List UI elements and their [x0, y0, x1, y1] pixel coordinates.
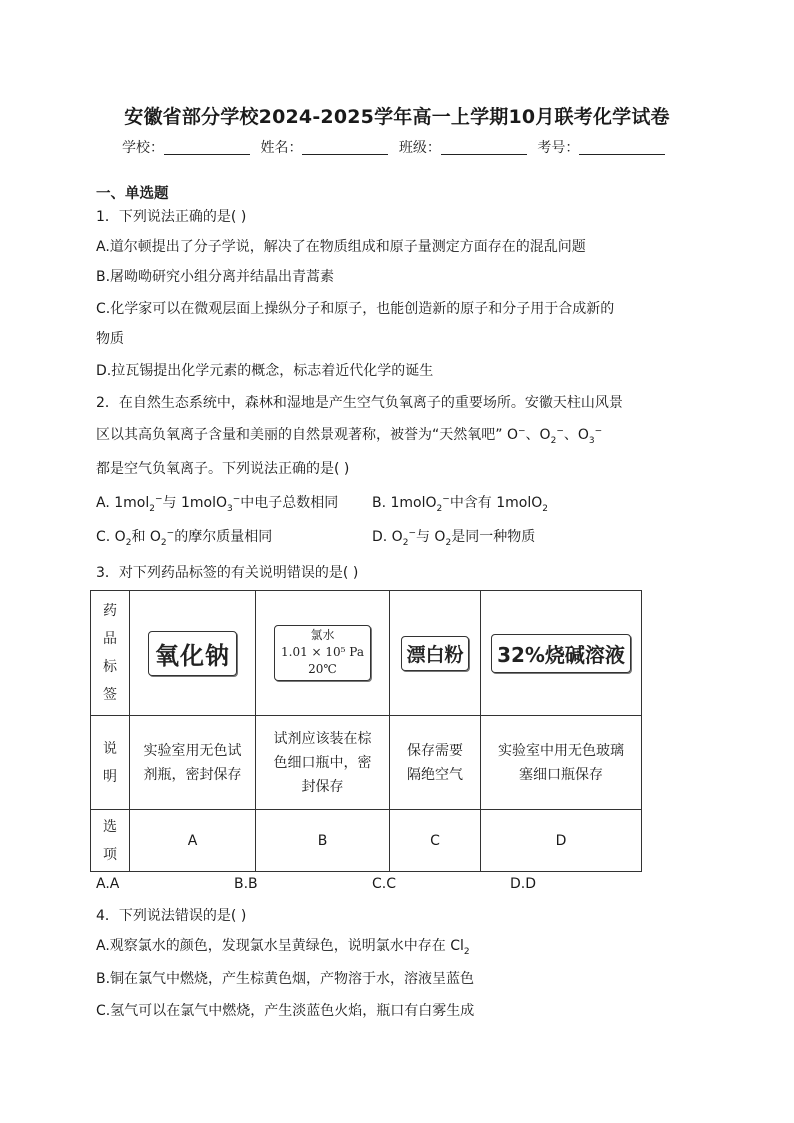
q4-stem: 4．下列说法错误的是( ) — [96, 908, 247, 924]
section-heading: 一、单选题 — [96, 186, 169, 202]
q4-option-c: C.氢气可以在氯气中燃烧，产生淡蓝色火焰，瓶口有白雾生成 — [96, 1003, 475, 1019]
drug-label-a: 氧化钠 — [148, 631, 237, 676]
option-cell-b: B — [256, 810, 390, 872]
row-header-option: 选 项 — [91, 810, 130, 872]
option-cell-d: D — [481, 810, 642, 872]
school-label: 学校： — [122, 140, 164, 156]
q3-answer-d: D.D — [510, 876, 537, 892]
q1-option-b: B.屠呦呦研究小组分离并结晶出青蒿素 — [96, 269, 335, 285]
row-header-label: 药 品 标 签 — [91, 591, 130, 716]
q3-answer-c: C.C — [372, 876, 397, 892]
q2-stem-line2-text: 区以其高负氧离子含量和美丽的自然景观著称，被誉为“天然氧吧” — [96, 427, 503, 443]
desc-cell-b: 试剂应该装在棕 色细口瓶中，密 封保存 — [256, 716, 390, 810]
drug-label-c: 漂白粉 — [401, 636, 468, 671]
q2-option-c: C. $O_2$和 $O_2^-$的摩尔质量相同 — [96, 528, 273, 548]
student-info-row — [122, 137, 671, 157]
table-row-labels — [91, 591, 642, 716]
q4-option-b: B.铜在氯气中燃烧，产生棕黄色烟，产物溶于水，溶液呈蓝色 — [96, 971, 475, 987]
ion-o2-minus: $O_2^-$ — [539, 426, 564, 446]
q1-option-c-line2: 物质 — [96, 331, 124, 347]
drug-label-d: 32%烧碱溶液 — [491, 634, 631, 673]
q2-stem-line1: 2．在自然生态系统中，森林和湿地是产生空气负氧离子的重要场所。安徽天柱山风景 — [96, 395, 623, 411]
label-cell-b — [256, 591, 390, 716]
row-header-desc: 说 明 — [91, 716, 130, 810]
class-label: 班级： — [398, 140, 441, 156]
number-label: 考号： — [537, 140, 580, 156]
drug-label-b: 氯水 1.01 × 10⁵ Pa 20℃ — [274, 625, 371, 681]
q3-answer-a: A.A — [96, 876, 120, 892]
q2-option-b: B. 1molO$_2$−中含有 1molO$_2$ — [372, 494, 549, 514]
q3-table — [90, 590, 642, 872]
q1-stem: 1．下列说法正确的是( ) — [96, 209, 247, 225]
q3-answer-b: B.B — [234, 876, 258, 892]
q2-option-a: A. 1mol$_2$−与 1molO$_3$−中电子总数相同 — [96, 494, 339, 514]
q1-option-d: D.拉瓦锡提出化学元素的概念，标志着近代化学的诞生 — [96, 363, 434, 379]
option-cell-c: C — [390, 810, 481, 872]
desc-cell-a: 实验室用无色试 剂瓶，密封保存 — [130, 716, 256, 810]
ion-o-minus: O− — [506, 426, 526, 443]
name-blank[interactable] — [302, 140, 388, 155]
option-cell-a: A — [130, 810, 256, 872]
label-cell-d — [481, 591, 642, 716]
ion-o3-minus: $O_3^-$ — [577, 426, 603, 446]
label-cell-c — [390, 591, 481, 716]
table-row-descriptions — [91, 716, 642, 810]
q3-stem: 3．对下列药品标签的有关说明错误的是( ) — [96, 565, 359, 581]
name-label: 姓名： — [260, 140, 303, 156]
table-row-options — [91, 810, 642, 872]
desc-cell-d: 实验室中用无色玻璃 塞细口瓶保存 — [481, 716, 642, 810]
q2-option-d: D. $O_2^-$与 $O_2$是同一种物质 — [372, 528, 536, 548]
q2-stem-line2: 区以其高负氧离子含量和美丽的自然景观著称，被誉为“天然氧吧” O−、$O_2^-$、$O_3^-$ — [96, 426, 603, 446]
exam-title: 安徽省部分学校2024-2025学年高一上学期10月联考化学试卷 — [124, 106, 670, 128]
q2-stem-line3: 都是空气负氧离子。下列说法正确的是( ) — [96, 461, 350, 477]
q4-option-a: A.观察氯水的颜色，发现氯水呈黄绿色，说明氯水中存在 $Cl_2$ — [96, 938, 470, 957]
number-blank[interactable] — [579, 140, 665, 155]
q1-option-c-line1: C.化学家可以在微观层面上操纵分子和原子，也能创造新的原子和分子用于合成新的 — [96, 301, 615, 317]
class-blank[interactable] — [441, 140, 527, 155]
desc-cell-c: 保存需要 隔绝空气 — [390, 716, 481, 810]
school-blank[interactable] — [164, 140, 250, 155]
q1-option-a: A.道尔顿提出了分子学说，解决了在物质组成和原子量测定方面存在的混乱问题 — [96, 239, 586, 255]
label-cell-a — [130, 591, 256, 716]
